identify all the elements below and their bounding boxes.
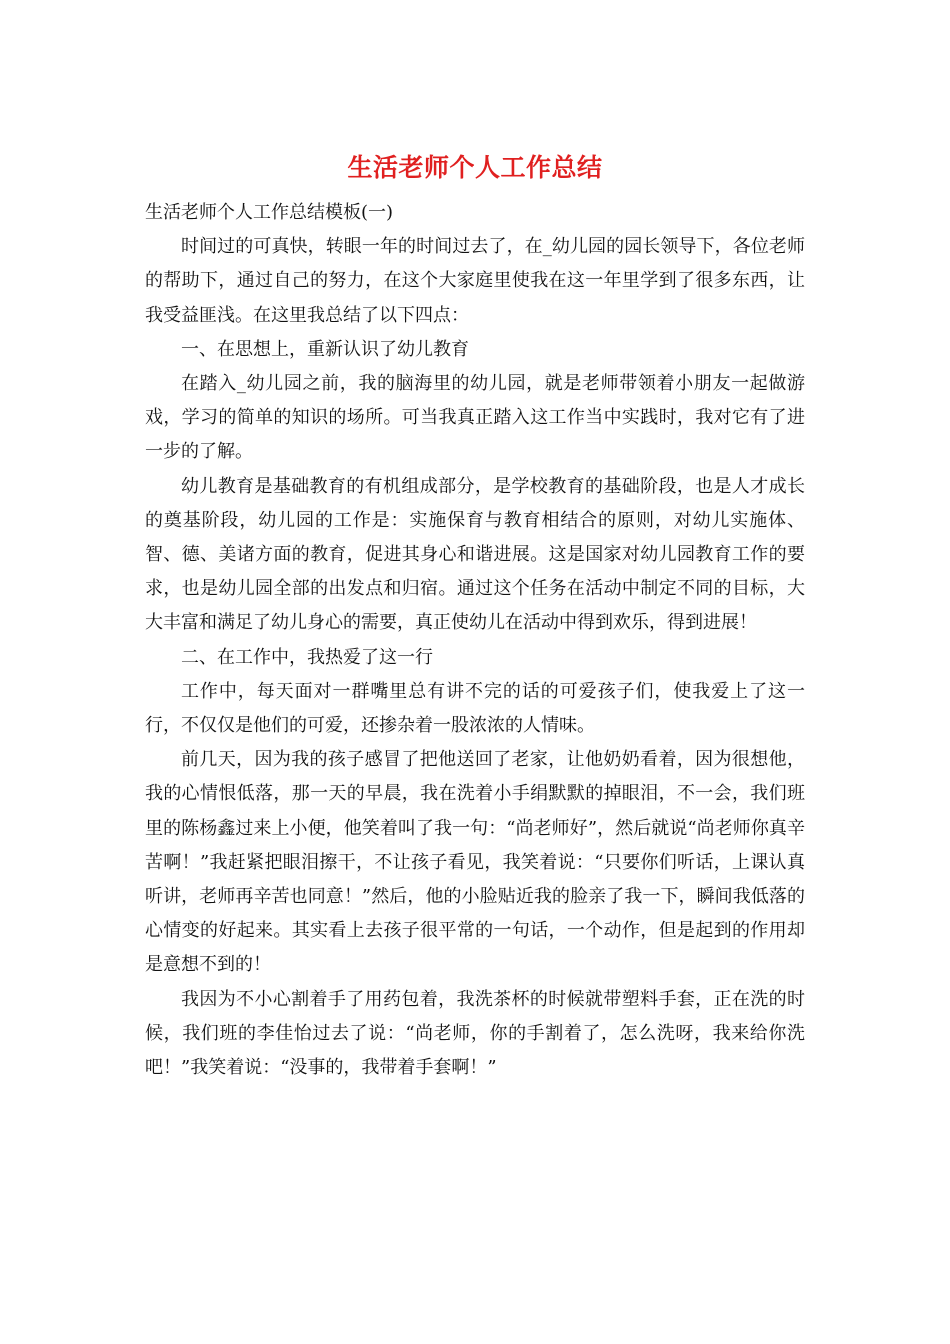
document-subtitle: 生活老师个人工作总结模板(一) bbox=[145, 202, 394, 223]
paragraph: 幼儿教育是基础教育的有机组成部分，是学校教育的基础阶段，也是人才成长的奠基阶段，幼儿园的工作是：实施保育与教育相结合的原则，对幼儿实施体、智、德、美诸方面的教育，促进其身心和谐进展。这是国家对幼儿园教育工作的要求，也是幼儿园全部的出发点和归宿。通过这个任务在活动中制定不同的目标，大大丰富和满足了幼儿身心的需要，真正使幼儿在活动中得到欢乐，得到进展！ bbox=[145, 475, 805, 634]
paragraph: 在踏入_幼儿园之前，我的脑海里的幼儿园，就是老师带领着小朋友一起做游戏，学习的简单的知识的场所。可当我真正踏入这工作当中实践时，我对它有了进一步的了解。 bbox=[145, 373, 805, 463]
paragraph: 前几天，因为我的孩子感冒了把他送回了老家，让他奶奶看着，因为很想他，我的心情恨低落，那一天的早晨，我在洗着小手绢默默的掉眼泪，不一会，我们班里的陈杨鑫过来上小便，他笑着叫了我一句：“尚老师好”，然后就说“尚老师你真辛苦啊！”我赶紧把眼泪擦干，不让孩子看见，我笑着说：“只要你们听话，上课认真听讲，老师再辛苦也同意！”然后，他的小脸贴近我的脸亲了我一下，瞬间我低落的心情变的好起来。其实看上去孩子很平常的一句话，一个动作，但是起到的作用却是意想不到的！ bbox=[145, 749, 805, 976]
paragraph: 我因为不小心割着手了用药包着，我洗茶杯的时候就带塑料手套，正在洗的时候，我们班的李佳怡过去了说：“尚老师，你的手割着了，怎么洗呀，我来给你洗吧！”我笑着说：“没事的，我带着手套啊！” bbox=[145, 988, 805, 1079]
paragraph: 时间过的可真快，转眼一年的时间过去了，在_幼儿园的园长领导下，各位老师的帮助下，通过自己的努力，在这个大家庭里使我在这一年里学到了很多东西，让我受益匪浅。在这里我总结了以下四点： bbox=[145, 236, 805, 326]
section-heading: 一、在思想上，重新认识了幼儿教育 bbox=[181, 338, 469, 360]
document-body bbox=[145, 196, 805, 1085]
paragraph: 工作中，每天面对一群嘴里总有讲不完的话的可爱孩子们，使我爱上了这一行，不仅仅是他们的可爱，还掺杂着一股浓浓的人情味。 bbox=[145, 680, 805, 737]
document-title: 生活老师个人工作总结 bbox=[347, 153, 603, 182]
section-heading: 二、在工作中，我热爱了这一行 bbox=[181, 646, 433, 668]
